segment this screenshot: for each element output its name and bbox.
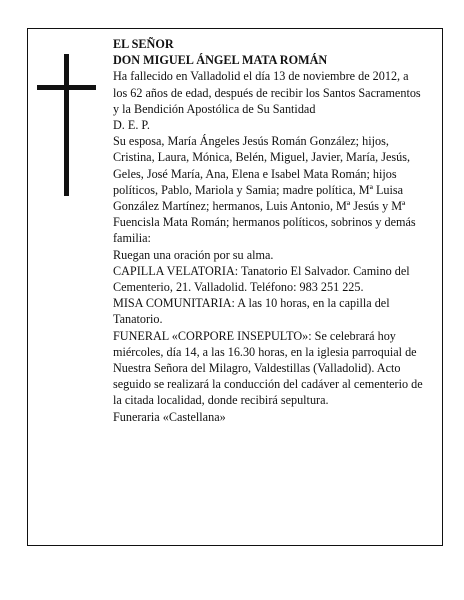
mass-details: MISA COMUNITARIA: A las 10 horas, en la capilla del Tanatorio. <box>113 296 390 327</box>
funeral-details: FUNERAL «CORPORE INSEPULTO»: Se celebrará hoy miércoles, día 14, a las 16.30 horas, en la iglesia parroquial de Nuestra Señora del Milagro, Valdestillas (Valladolid). Acto seguido se realizará la conducción del cadáver al cementerio de la citada localidad, donde recibirá sepultura. <box>113 328 423 408</box>
death-announcement: Ha fallecido en Valladolid el día 13 de noviembre de 2012, a los 62 años de edad, después de recibir los Santos Sacramentos y la Bendición Apostólica de Su Santidad <box>113 69 421 116</box>
prayer-request: Ruegan una oración por su alma. <box>113 247 274 262</box>
cross-horizontal-bar <box>37 85 96 90</box>
notice-title: EL SEÑOR <box>113 37 174 51</box>
deceased-name: DON MIGUEL ÁNGEL MATA ROMÁN <box>113 53 328 68</box>
obituary-text <box>113 36 425 425</box>
funeral-home: Funeraria «Castellana» <box>113 409 226 424</box>
family-members: Su esposa, María Ángeles Jesús Román González; hijos, Cristina, Laura, Mónica, Belén, Miguel, Javier, María, Jesús, Geles, José María, Ana, Elena e Isabel Mata Román; hijos políticos, Pablo, Mariola y Samia; madre política, Mª Luisa González Martínez; hermanos, Luis Antonio, Mª Jesús y Mª Fuencisla Mata Román; hermanos políticos, sobrinos y demás familia: <box>113 134 416 246</box>
chapel-details: CAPILLA VELATORIA: Tanatorio El Salvador. Camino del Cementerio, 21. Valladolid. Teléfono: 983 251 225. <box>113 263 410 295</box>
rest-in-peace: D. E. P. <box>113 118 150 133</box>
cross-vertical-bar <box>64 54 69 196</box>
